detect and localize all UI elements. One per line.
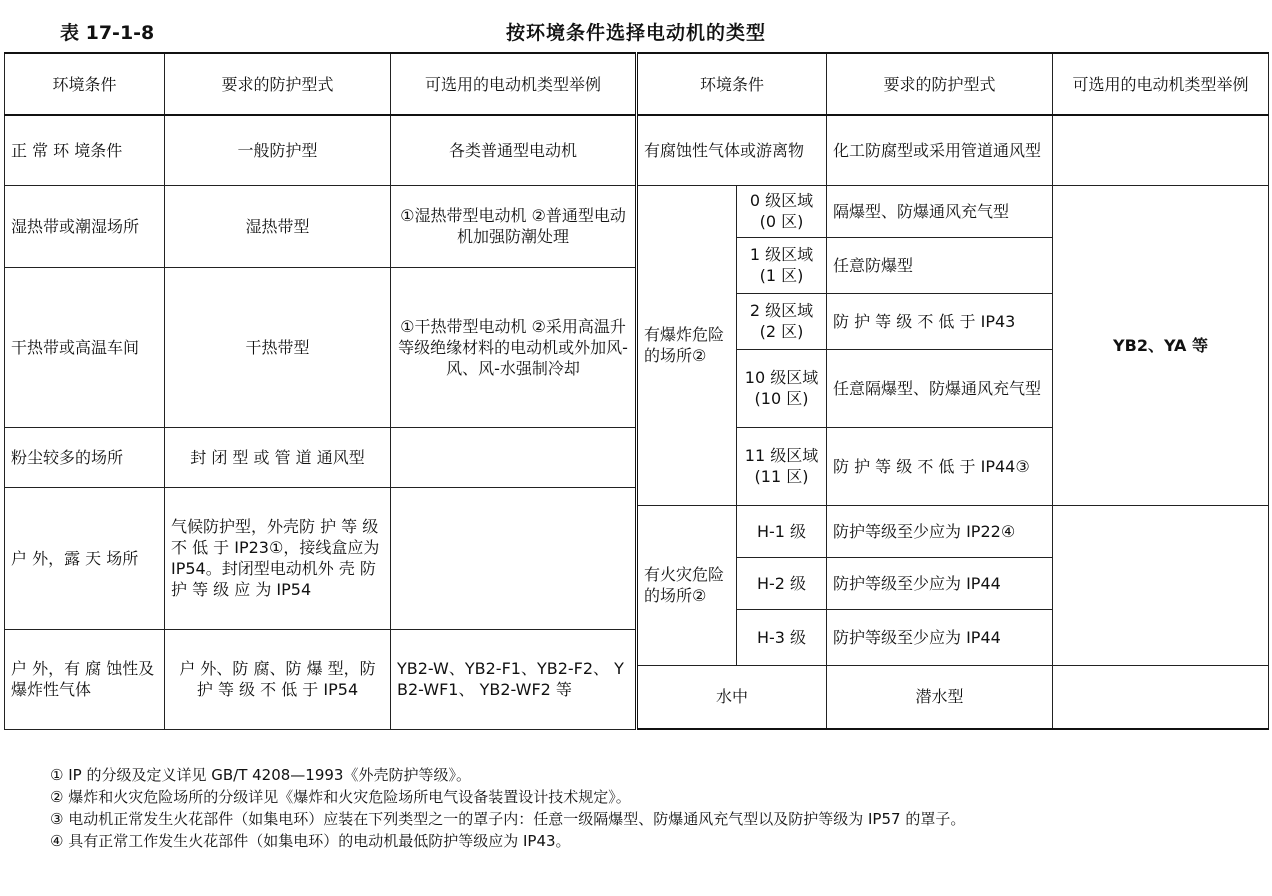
protection-cell: 气候防护型，外壳防 护 等 级 不 低 于 IP23①，接线盒应为 IP54。封闭型电动机外 壳 防 护 等 级 应 为 IP54: [165, 487, 391, 629]
protection-cell: 防护等级至少应为 IP44: [827, 609, 1053, 665]
zone-cell: 10 级区域(10 区): [737, 349, 827, 427]
env-cell-fire: 有火灾危险的场所②: [637, 505, 737, 665]
protection-cell: 封 闭 型 或 管 道 通风型: [165, 427, 391, 487]
protection-cell: 任意防爆型: [827, 237, 1053, 293]
protection-cell: 潜水型: [827, 665, 1053, 729]
examples-cell-fire: [1053, 505, 1269, 665]
zone-cell: 1 级区域(1 区): [737, 237, 827, 293]
protection-cell: 任意隔爆型、防爆通风充气型: [827, 349, 1053, 427]
table-title: 按环境条件选择电动机的类型: [505, 22, 766, 44]
zone-cell: H-2 级: [737, 557, 827, 609]
protection-cell: 隔爆型、防爆通风充气型: [827, 185, 1053, 237]
header-env-right: 环境条件: [637, 53, 827, 115]
env-cell: 户 外，露 天 场所: [5, 487, 165, 629]
protection-cell: 一般防护型: [165, 115, 391, 185]
table-number: 表 17-1-8: [60, 22, 155, 44]
zone-cell: 11 级区域(11 区): [737, 427, 827, 505]
env-cell: 有腐蚀性气体或游离物: [637, 115, 827, 185]
footnotes: [4, 764, 1268, 852]
examples-cell: [391, 427, 637, 487]
protection-cell: 防 护 等 级 不 低 于 IP43: [827, 293, 1053, 349]
env-cell-explosive: 有爆炸危险的场所②: [637, 185, 737, 505]
zone-cell: H-1 级: [737, 505, 827, 557]
protection-cell: 防护等级至少应为 IP22④: [827, 505, 1053, 557]
protection-cell: 湿热带型: [165, 185, 391, 267]
footnote-1: ① IP 的分级及定义详见 GB/T 4208—1993《外壳防护等级》。: [50, 766, 471, 784]
protection-cell: 防护等级至少应为 IP44: [827, 557, 1053, 609]
env-cell: 正 常 环 境条件: [5, 115, 165, 185]
examples-cell: [391, 487, 637, 629]
env-cell: 户 外，有 腐 蚀性及爆炸性气体: [5, 629, 165, 729]
footnote-4: ④ 具有正常工作发生火花部件（如集电环）的电动机最低防护等级应为 IP43。: [50, 832, 571, 850]
protection-cell: 化工防腐型或采用管道通风型: [827, 115, 1053, 185]
examples-cell: [1053, 115, 1269, 185]
examples-cell: ①湿热带型电动机 ②普通型电动机加强防潮处理: [391, 185, 637, 267]
protection-cell: 防 护 等 级 不 低 于 IP44③: [827, 427, 1053, 505]
env-cell: 水中: [637, 665, 827, 729]
header-row: [5, 53, 1269, 115]
header-examples-left: 可选用的电动机类型举例: [391, 53, 637, 115]
motor-selection-table: [4, 52, 1269, 730]
examples-cell: YB2-W、YB2-F1、YB2-F2、 YB2-WF1、 YB2-WF2 等: [391, 629, 637, 729]
examples-cell: [1053, 665, 1269, 729]
table-row: [5, 115, 1269, 185]
protection-cell: 干热带型: [165, 267, 391, 427]
footnote-3: ③ 电动机正常发生火花部件（如集电环）应装在下列类型之一的罩子内：任意一级隔爆型、防爆通风充气型以及防护等级为 IP57 的罩子。: [50, 810, 966, 828]
env-cell: 干热带或高温车间: [5, 267, 165, 427]
zone-cell: H-3 级: [737, 609, 827, 665]
footnote-2: ② 爆炸和火灾危险场所的分级详见《爆炸和火灾危险场所电气设备装置设计技术规定》。: [50, 788, 631, 806]
examples-cell: 各类普通型电动机: [391, 115, 637, 185]
zone-cell: 0 级区域(0 区): [737, 185, 827, 237]
examples-cell: ①干热带型电动机 ②采用高温升等级绝缘材料的电动机或外加风-风、风-水强制冷却: [391, 267, 637, 427]
header-protection-left: 要求的防护型式: [165, 53, 391, 115]
zone-cell: 2 级区域(2 区): [737, 293, 827, 349]
header-examples-right: 可选用的电动机类型举例: [1053, 53, 1269, 115]
env-cell: 粉尘较多的场所: [5, 427, 165, 487]
protection-cell: 户 外、防 腐、防 爆 型，防 护 等 级 不 低 于 IP54: [165, 629, 391, 729]
env-cell: 湿热带或潮湿场所: [5, 185, 165, 267]
table-row: [5, 185, 1269, 237]
header-env-left: 环境条件: [5, 53, 165, 115]
header-protection-right: 要求的防护型式: [827, 53, 1053, 115]
examples-cell-explosive: YB2、YA 等: [1053, 185, 1269, 505]
